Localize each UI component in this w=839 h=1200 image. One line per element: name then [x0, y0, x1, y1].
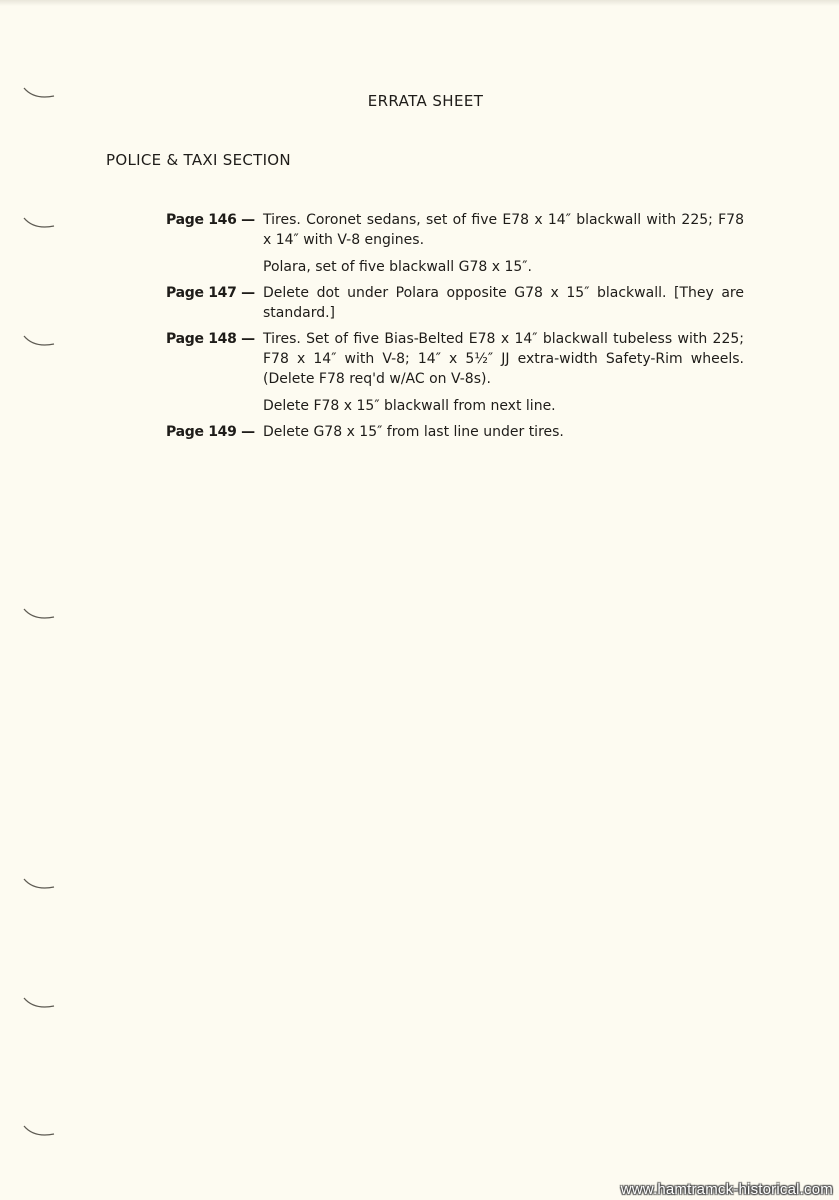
- errata-body: [263, 329, 744, 416]
- paper-top-edge: [0, 0, 839, 6]
- errata-text: Delete dot under Polara opposite G78 x 15″ blackwall. [They are standard.]: [263, 285, 744, 321]
- page-reference: Page 147 —: [166, 285, 255, 301]
- binder-hole-mark: [20, 873, 58, 895]
- errata-body: [263, 210, 744, 277]
- page-reference: Page 146 —: [166, 212, 255, 228]
- errata-entry: [166, 210, 744, 277]
- section-heading: POLICE & TAXI SECTION: [106, 151, 291, 169]
- errata-entry: [166, 422, 744, 442]
- errata-list: [166, 210, 744, 448]
- errata-text: Tires. Set of five Bias-Belted E78 x 14″ blackwall tubeless with 225; F78 x 14″ with V-8; 14″ x 5½″ JJ extra-width Safety-Rim wheels. (Delete F78 req'd w/AC on V-8s).: [263, 331, 744, 387]
- binder-hole-mark: [20, 603, 58, 625]
- errata-text: Polara, set of five blackwall G78 x 15″.: [263, 259, 532, 275]
- binder-hole-mark: [20, 1120, 58, 1142]
- errata-text: Delete F78 x 15″ blackwall from next line.: [263, 398, 556, 414]
- binder-hole-mark: [20, 330, 58, 352]
- page-title: ERRATA SHEET: [367, 92, 484, 110]
- errata-text: Delete G78 x 15″ from last line under tires.: [263, 424, 564, 440]
- site-watermark: www.hamtramck-historical.com: [620, 1181, 833, 1198]
- errata-body: [263, 422, 744, 442]
- page-reference: Page 149 —: [166, 424, 255, 440]
- errata-text: Tires. Coronet sedans, set of five E78 x 14″ blackwall with 225; F78 x 14″ with V-8 engines.: [263, 212, 744, 248]
- page-reference: Page 148 —: [166, 331, 255, 347]
- binder-hole-mark: [20, 992, 58, 1014]
- errata-body: [263, 283, 744, 323]
- errata-entry: [166, 329, 744, 416]
- binder-hole-mark: [20, 212, 58, 234]
- errata-entry: [166, 283, 744, 323]
